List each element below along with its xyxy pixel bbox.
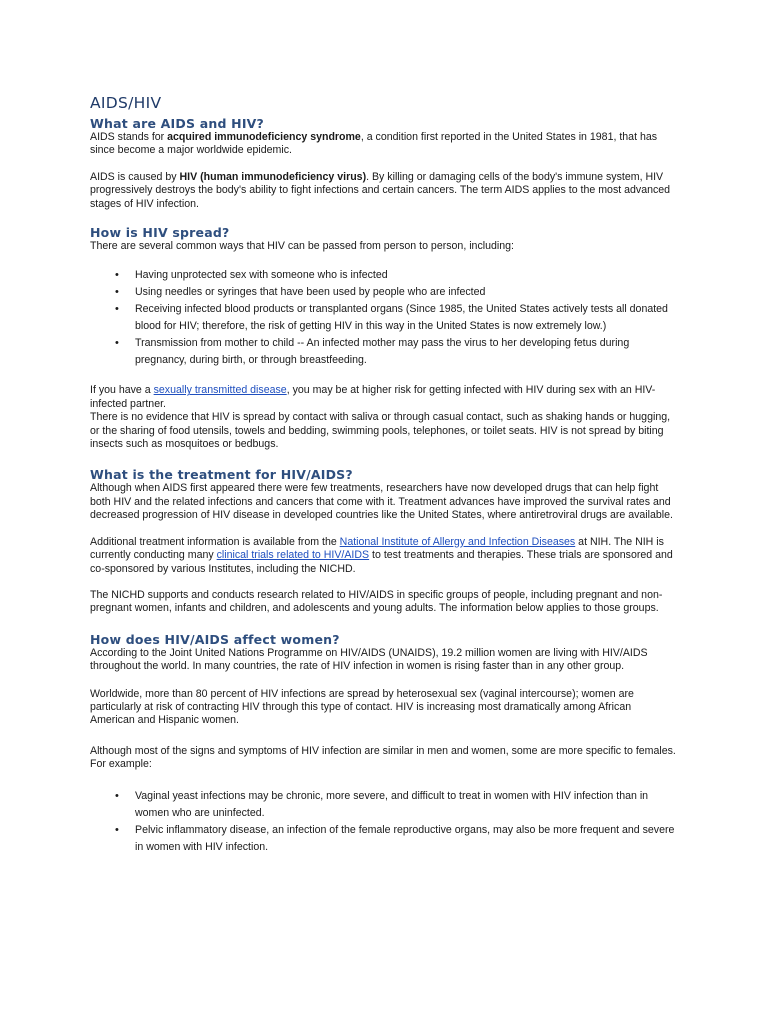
list-item: • Having unprotected sex with someone who is infected bbox=[135, 267, 678, 284]
paragraph-treatment-history: Although when AIDS first appeared there were few treatments, researchers have now developed drugs that can help fight both HIV and the related infections and cancers that come with it. Treatment advances have improved the survival rates and decreased progression of HIV disease in developed countries like the United States, where antiretroviral drugs are available. bbox=[90, 482, 673, 522]
paragraph-no-evidence: There is no evidence that HIV is spread by contact with saliva or through casual contact, such as shaking hands or hugging, or the sharing of food utensils, towels and bedding, swimming pools, telephones, or toilet seats. HIV is not spread by biting insects such as mosquitoes or bedbugs. bbox=[90, 411, 671, 451]
spread-list bbox=[90, 267, 678, 369]
text-span: . By killing or damaging cells of the body's immune system, HIV progressively destroys the body's ability to fight infections and certain cancers. The term AIDS applies to the most advanced stages of HIV infection. bbox=[90, 170, 671, 210]
women-list bbox=[90, 788, 678, 856]
link-clinical-trials[interactable]: clinical trials related to HIV/AIDS bbox=[216, 549, 370, 562]
paragraph-treatment-info bbox=[90, 536, 678, 576]
text-span: at NIH. The NIH is currently conducting many bbox=[90, 535, 664, 562]
link-niaid[interactable]: National Institute of Allergy and Infection Diseases bbox=[339, 535, 576, 548]
text-span: , you may be at higher risk for getting infected with HIV during sex with an HIV-infected partner. bbox=[90, 384, 656, 410]
text-span: to test treatments and therapies. These trials are sponsored and co-sponsored by various Institutes, including the NICHD. bbox=[90, 549, 673, 575]
list-item: • Using needles or syringes that have been used by people who are infected bbox=[135, 284, 678, 301]
list-item: • Vaginal yeast infections may be chronic, more severe, and difficult to treat in women with HIV infection than in women who are uninfected. bbox=[135, 788, 678, 822]
page-title: AIDS/HIV bbox=[90, 94, 162, 112]
text-span: AIDS stands for bbox=[90, 131, 168, 143]
text-span: AIDS is caused by bbox=[90, 170, 180, 183]
list-item: • Transmission from mother to child -- An infected mother may pass the virus to her developing fetus during pregnancy, during birth, or through breastfeeding. bbox=[135, 335, 678, 369]
text-span: , a condition first reported in the United States in 1981, that has since become a major worldwide epidemic. bbox=[90, 131, 658, 157]
heading-what-are-aids: What are AIDS and HIV? bbox=[90, 116, 265, 131]
text-span: If you have a bbox=[90, 384, 154, 397]
paragraph-worldwide: Worldwide, more than 80 percent of HIV infections are spread by heterosexual sex (vaginal intercourse); women are particularly at risk of contracting HIV through this type of contact. HIV is increasing most dramatically among African American and Hispanic women. bbox=[90, 687, 634, 727]
heading-hiv-spread: How is HIV spread? bbox=[90, 225, 230, 241]
bold-term: acquired immunodeficiency syndrome bbox=[167, 131, 361, 143]
paragraph-aids-definition bbox=[90, 131, 678, 158]
heading-treatment: What is the treatment for HIV/AIDS? bbox=[90, 467, 353, 483]
heading-affect-women: How does HIV/AIDS affect women? bbox=[90, 631, 340, 647]
link-sexually-transmitted-disease[interactable]: sexually transmitted disease bbox=[153, 384, 287, 397]
list-item: • Pelvic inflammatory disease, an infection of the female reproductive organs, may also be more frequent and severe in women with HIV infection. bbox=[135, 822, 678, 856]
paragraph-std-risk bbox=[90, 384, 678, 411]
paragraph-hiv-cause bbox=[90, 171, 678, 211]
bold-term: HIV (human immunodeficiency virus) bbox=[179, 170, 367, 183]
list-item: • Receiving infected blood products or transplanted organs (Since 1985, the United States actively tests all donated blood for HIV; therefore, the risk of getting HIV in this way in the United States is now extremely low.) bbox=[135, 301, 678, 335]
text-span: Additional treatment information is available from the bbox=[90, 535, 340, 548]
paragraph-spread-intro: There are several common ways that HIV can be passed from person to person, including: bbox=[90, 240, 514, 253]
paragraph-symptoms: Although most of the signs and symptoms of HIV infection are similar in men and women, some are more specific to females. For example: bbox=[90, 744, 676, 771]
paragraph-unaids: According to the Joint United Nations Programme on HIV/AIDS (UNAIDS), 19.2 million women are living with HIV/AIDS throughout the world. In many countries, the rate of HIV infection in women is rising faster than in any other group. bbox=[90, 646, 648, 673]
paragraph-nichd-research: The NICHD supports and conducts research related to HIV/AIDS in specific groups of people, including pregnant and non-pregnant women, infants and children, and adolescents and young adults. The information below applies to those groups. bbox=[90, 588, 663, 615]
